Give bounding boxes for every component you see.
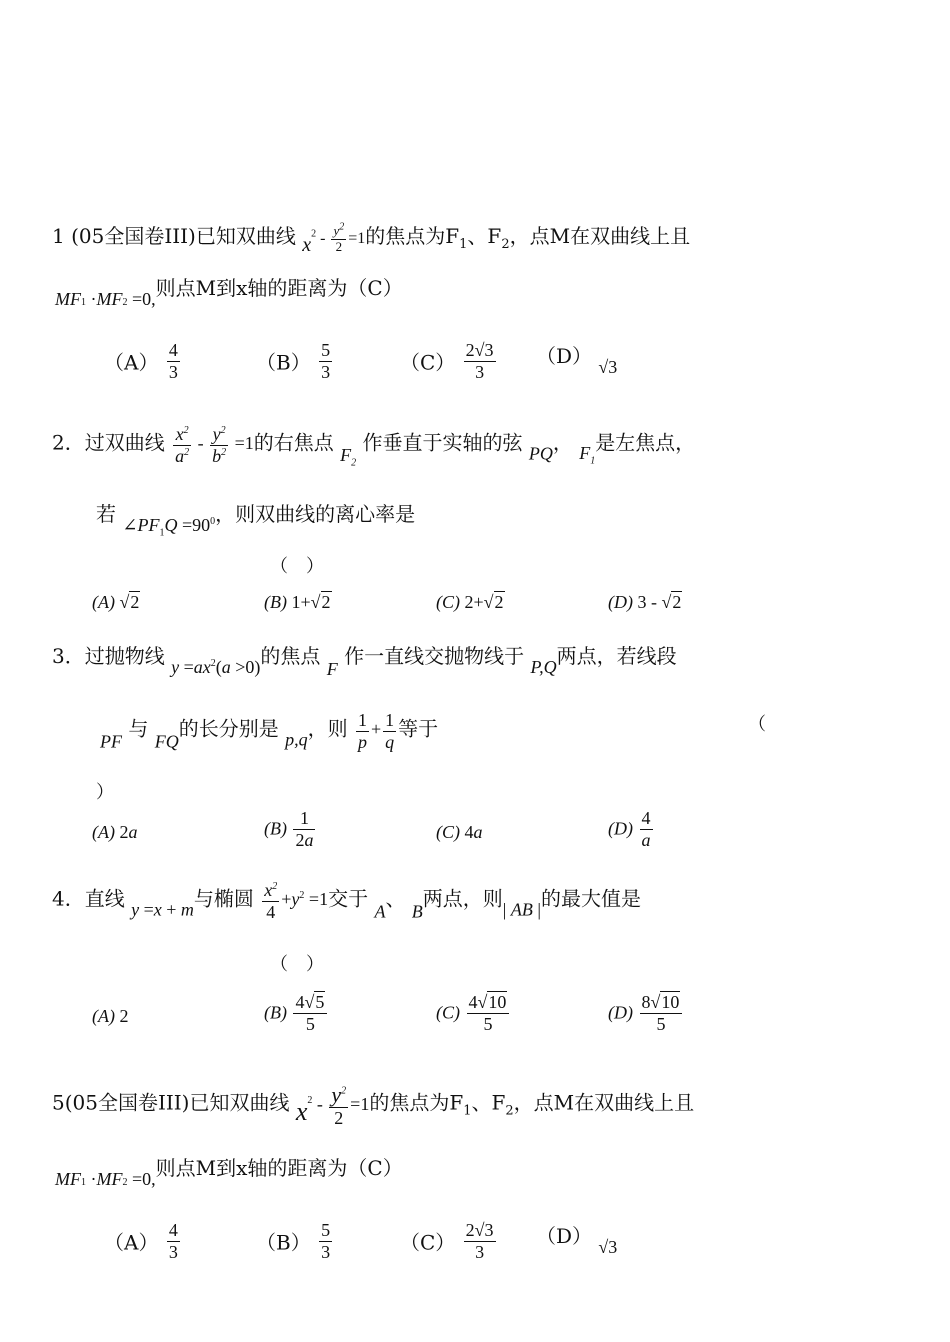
problem-1-equation: $x^2$ - $\frac{y^2}{2}$ =1 bbox=[302, 221, 366, 256]
p3-option-c[interactable]: (C) 4a bbox=[436, 822, 483, 842]
p1-option-d[interactable]: （D） √3 bbox=[536, 344, 618, 377]
p1-option-b[interactable]: （B） $\frac{5}{3}$ bbox=[256, 340, 331, 382]
problem-3-expression: $\frac{1}{p}$ + $\frac{1}{q}$ bbox=[357, 710, 395, 752]
p5-option-a[interactable]: （A） $\frac{4}{3}$ bbox=[104, 1220, 178, 1262]
p5-option-d[interactable]: （D） √3 bbox=[536, 1224, 618, 1257]
problem-4-line-equation: y =x + m bbox=[131, 899, 194, 920]
problem-4-line-1: 4．直线 y =x + m与椭圆 $\frac{x^2}{4}$ $+y^2 =1$交于 A、 B两点，则| AB |的最大值是 bbox=[52, 880, 642, 922]
problem-1-line-1: 1 (05全国卷III)已知双曲线 $x^2$ - $\frac{y^2}{2}$ =1的焦点为$F_1$、$F_2$，点M在双曲线上且 bbox=[52, 221, 691, 256]
problem-5-line-1: 5(05全国卷III)已知双曲线 $x^2$ - $\frac{y^2}{2}$ =1的焦点为$F_1$、$F_2$，点M在双曲线上且 bbox=[52, 1082, 695, 1129]
problem-1-condition: MF1 ·MF2 =0, bbox=[55, 289, 156, 309]
problem-4-ellipse-equation: $\frac{x^2}{4}$ $+y^2 =1$ bbox=[264, 880, 329, 922]
problem-1-line-2: MF1 ·MF2 =0,则点M到x轴的距离为（C） bbox=[55, 276, 403, 309]
problem-2-angle: $\angle PF_1Q =90^0$ bbox=[122, 515, 216, 539]
problem-3-equation: $y =ax^2(a >0)$ bbox=[171, 657, 261, 677]
problem-5-number: 5 bbox=[52, 1090, 65, 1115]
problem-4-number: 4． bbox=[52, 886, 85, 911]
p2-option-a[interactable]: (A) √2 bbox=[92, 592, 140, 612]
problem-2-paren: （ ） bbox=[270, 556, 324, 577]
problem-3-line-1: 3．过抛物线 $y =ax^2(a >0)$的焦点 F 作一直线交抛物线于 P,Q两点，若线段 bbox=[52, 644, 677, 679]
problem-2-line-2: 若 $\angle PF_1Q =90^0$，则双曲线的离心率是 bbox=[96, 502, 416, 539]
p2-option-b[interactable]: (B) 1+√2 bbox=[264, 592, 331, 612]
problem-2-line-1: 2．过双曲线 $\frac{x^2}{a^2}$ - $\frac{y^2}{b^2}$ =1的右焦点 $F_2$ 作垂直于实轴的弦 PQ， $F_1$是左焦点， bbox=[52, 424, 696, 469]
problem-2-equation: $\frac{x^2}{a^2}$ - $\frac{y^2}{b^2}$ =1 bbox=[175, 424, 254, 466]
p4-option-b[interactable]: (B) $\frac{4√5}{5}$ bbox=[264, 992, 329, 1034]
problem-3-line-2: PF 与 FQ的长分别是 p,q，则 $\frac{1}{p}$ + $\frac{1}{q}$ 等于 bbox=[100, 710, 439, 752]
p3-option-d[interactable]: (D) $\frac{4}{a}$ bbox=[608, 808, 651, 850]
p2-option-d[interactable]: (D) 3 - √2 bbox=[608, 592, 682, 612]
problem-3-close-paren: ） bbox=[96, 782, 114, 803]
p5-option-c[interactable]: （C） $\frac{2√3}{3}$ bbox=[400, 1220, 494, 1262]
problem-1-source: (05全国卷III) bbox=[71, 224, 196, 248]
problem-1-number: 1 bbox=[52, 224, 65, 248]
p4-option-a[interactable]: (A) 2 bbox=[92, 1006, 129, 1026]
p4-option-d[interactable]: (D) $\frac{8√10}{5}$ bbox=[608, 992, 684, 1034]
problem-3-open-paren: （ bbox=[748, 714, 766, 735]
p1-option-c[interactable]: （C） $\frac{2√3}{3}$ bbox=[400, 340, 494, 382]
problem-5-source: (05全国卷III) bbox=[64, 1090, 190, 1115]
p2-option-c[interactable]: (C) 2+√2 bbox=[436, 592, 504, 612]
p5-option-b[interactable]: （B） $\frac{5}{3}$ bbox=[256, 1220, 331, 1262]
problem-5-line-2: MF1 ·MF2 =0,则点M到x轴的距离为（C） bbox=[55, 1156, 403, 1189]
p3-option-b[interactable]: (B) $\frac{1}{2a}$ bbox=[264, 808, 314, 850]
p1-option-a[interactable]: （A） $\frac{4}{3}$ bbox=[104, 340, 178, 382]
problem-3-number: 3． bbox=[52, 644, 85, 668]
problem-5-condition: MF1 ·MF2 =0, bbox=[55, 1169, 156, 1189]
problem-5-equation: $x^2$ - $\frac{y^2}{2}$ =1 bbox=[295, 1082, 370, 1129]
p4-option-c[interactable]: (C) $\frac{4√10}{5}$ bbox=[436, 992, 511, 1034]
problem-4-paren: （ ） bbox=[270, 954, 324, 975]
p3-option-a[interactable]: (A) 2a bbox=[92, 822, 138, 842]
problem-2-number: 2． bbox=[52, 430, 85, 455]
